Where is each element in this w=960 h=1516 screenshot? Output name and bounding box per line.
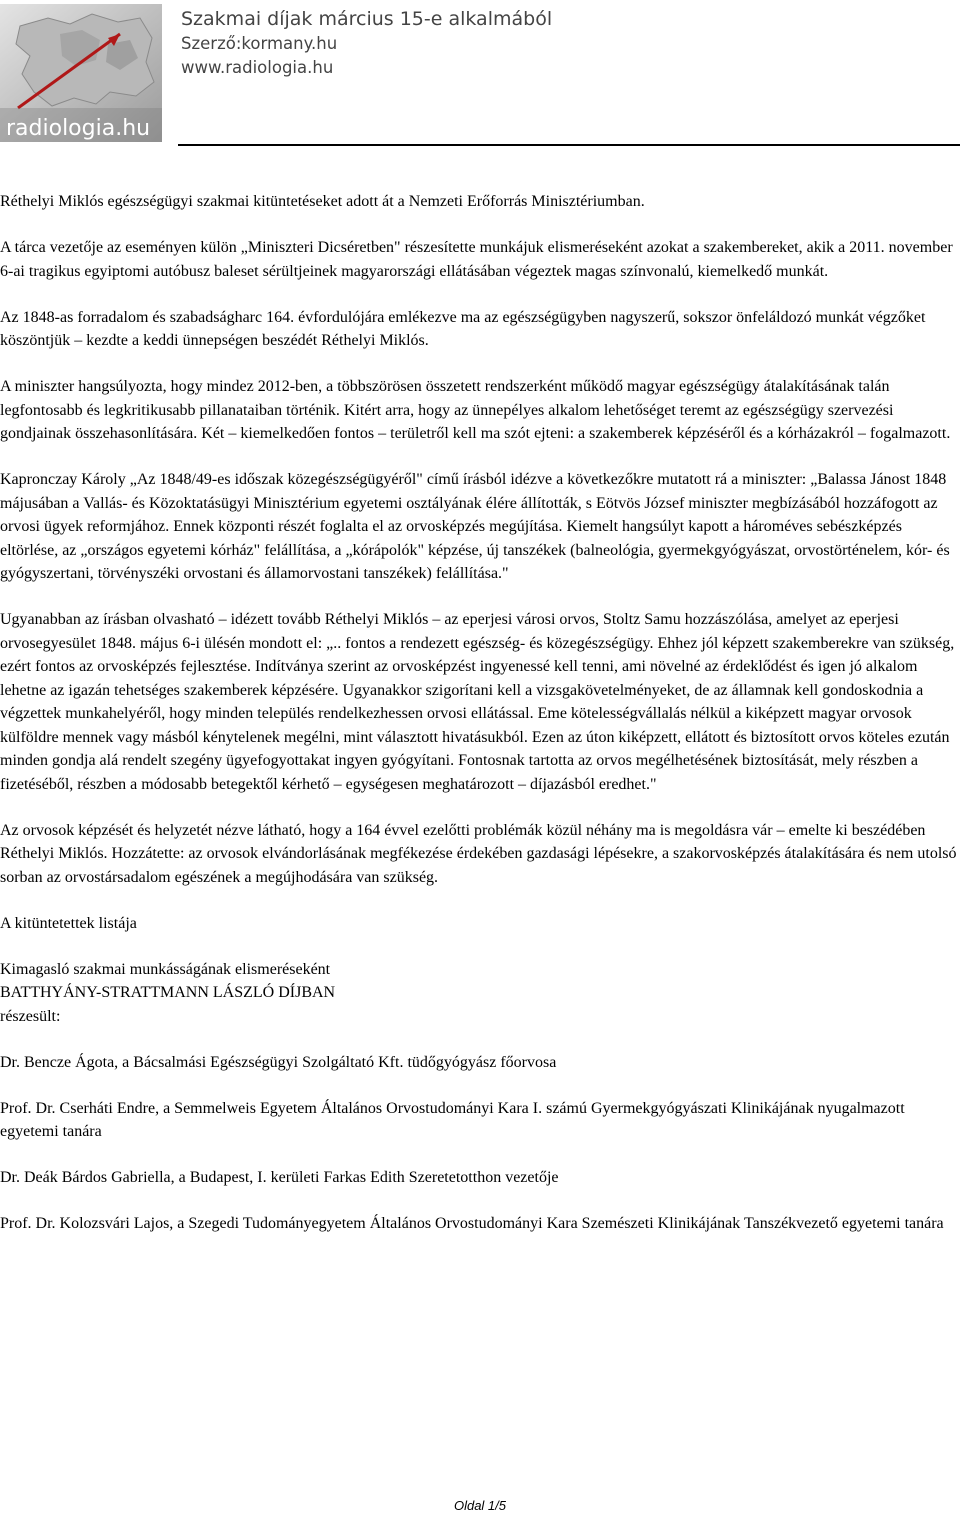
logo-text: radiologia.hu: [6, 116, 151, 141]
paragraph: Ugyanabban az írásban olvasható – idézett tovább Réthelyi Miklós – az eperjesi városi orvos, Stoltz Samu hozzászólása, amelyet az eperjesi orvosegyesület 1848. május 6-i ülésén mondott el: „.. fontos a rendezett egészség- és közegészségügy. Ehhez jól képzett szakemberekre van szükség, ezért fontos az orvosképzés fejlesztése. Indítványa szerint az orvosképzést ingyenessé kell tenni, ami növelné az érdeklődést és igen jó alkalom lehetne az igazán tehetséges szakemberek képzésére. Ugyanakkor szigorítani kell a vizsgakövetelményeket, de az államnak kell gondoskodnia a végzettek munkahelyéről, hogy minden település rendelkezhessen orvosi ellátással. Eme kötelességvállalás nélkül a kiképzett magyar orvosok külföldre mennek vagy másból kénytelenek megélni, mint választott hivatásukból. Ezen az úton kiképzett, ellátott és biztosított orvos köteles ezután minden gondja alá rendelt szegény ügyefogyottakat ingyen gyógyítani. Fontosnak tartotta az orvos megélhetésének biztosítását, mely részben a fizetéséből, részben a módosabb betegektől kérhető – egységesen meghatározott – díjazásból eredhet.": [0, 611, 955, 793]
site-url[interactable]: www.radiologia.hu: [181, 58, 334, 77]
awardee-item: Dr. Deák Bárdos Gabriella, a Budapest, I. kerületi Farkas Edith Szeretetotthon vezetője: [0, 1169, 559, 1186]
awardee-item: Prof. Dr. Kolozsvári Lajos, a Szegedi Tudományegyetem Általános Orvostudományi Kara Szemészeti Klinikájának Tanszékvezető egyetemi tanára: [0, 1215, 944, 1232]
award-intro-line: részesült:: [0, 1007, 61, 1025]
paragraph: Az 1848-as forradalom és szabadságharc 164. évfordulójára emlékezve ma az egészségügyben nagyszerű, sokszor önfeláldozó munkát végzőket köszöntjük – kezdte a keddi ünnepségen beszédét Réthelyi Miklós.: [0, 308, 926, 349]
paragraph: A miniszter hangsúlyozta, hogy mindez 2012-ben, a többszörösen összetett rendszerként működő magyar egészségügy átalakításának talán legfontosabb és legkritikusabb pillanataiban történik. Kitért arra, hogy az ünnepélyes alkalom lehetőséget teremt az egészségügy szervezési gondjainak összehasonlítására. Két – kiemelkedően fontos – területről kell ma szót ejteni: a szakemberek képzéséről és a kórházakról – fogalmazott.: [0, 378, 951, 442]
paragraph: Az orvosok képzését és helyzetét nézve látható, hogy a 164 évvel ezelőtti problémák közül néhány ma is megoldásra vár – emelte ki beszédében Réthelyi Miklós. Hozzátette: az orvosok elvándorlásának megfékezése érdekében gazdasági lépésekre, a szakorvosképzés átalakítására és nem utolsó sorban az orvostársadalom egészének a megújhodására van szükség.: [0, 821, 957, 886]
article-title: Szakmai díjak március 15-e alkalmából: [181, 8, 553, 30]
awardees-heading: A kitüntetettek listája: [0, 914, 137, 932]
award-intro-line: Kimagasló szakmai munkásságának elismeréseként: [0, 960, 331, 978]
europe-map-logo-icon: [0, 4, 162, 142]
document-header: [181, 6, 552, 80]
paragraph: Kapronczay Károly „Az 1848/49-es időszak közegészségügyéről" című írásból idézve a következőkre mutatott rá a miniszter: „Balassa Jánost 1848 májusában a Vallás- és Közoktatásügyi Minisztérium egyetemi osztályának élére állították, s Eötvös József miniszter megbízásából hozzáfogott az orvosi ügyek reformjához. Ennek központi részét foglalta el az orvosképzés megújítása. Kiemelt hangsúlyt kapott a hároméves sebészképzés eltörlése, az „országos egyetemi kórház" felállítása, a „kórápolók" képzése, új tanszékek (balneológia, gyermekgyógyászat, orvostörténelem, kór- és gyógyszertani, törvényszéki orvostani és államorvostani tanszékek) felállítása.": [0, 471, 950, 582]
paragraph: Réthelyi Miklós egészségügyi szakmai kitüntetéseket adott át a Nemzeti Erőforrás Minisztériumban.: [0, 193, 645, 210]
award-intro: [0, 958, 958, 1029]
awardee-item: Dr. Bencze Ágota, a Bácsalmási Egészségügyi Szolgáltató Kft. tüdőgyógyász főorvosa: [0, 1053, 557, 1071]
page-number: Oldal 1/5: [453, 1498, 507, 1513]
awardee-item: Prof. Dr. Cserháti Endre, a Semmelweis Egyetem Általános Orvostudományi Kara I. számú Gyermekgyógyászati Klinikájának nyugalmazott egyetemi tanára: [0, 1099, 905, 1140]
paragraph: A tárca vezetője az eseményen külön „Miniszteri Dicséretben" részesítette munkájuk elismeréseként azokat a szakembereket, akik a 2011. november 6-ai tragikus egyiptomi autóbusz baleset sérültjeinek magyarországi ellátásában végeztek magas színvonalú, kiemelkedő munkát.: [0, 239, 953, 280]
article-author: Szerző:kormany.hu: [181, 34, 338, 53]
radiologia-logo[interactable]: [0, 4, 162, 142]
header-divider: [178, 144, 960, 146]
article-body: [0, 190, 958, 1258]
award-name: BATTHYÁNY-STRATTMANN LÁSZLÓ DÍJBAN: [0, 984, 336, 1001]
